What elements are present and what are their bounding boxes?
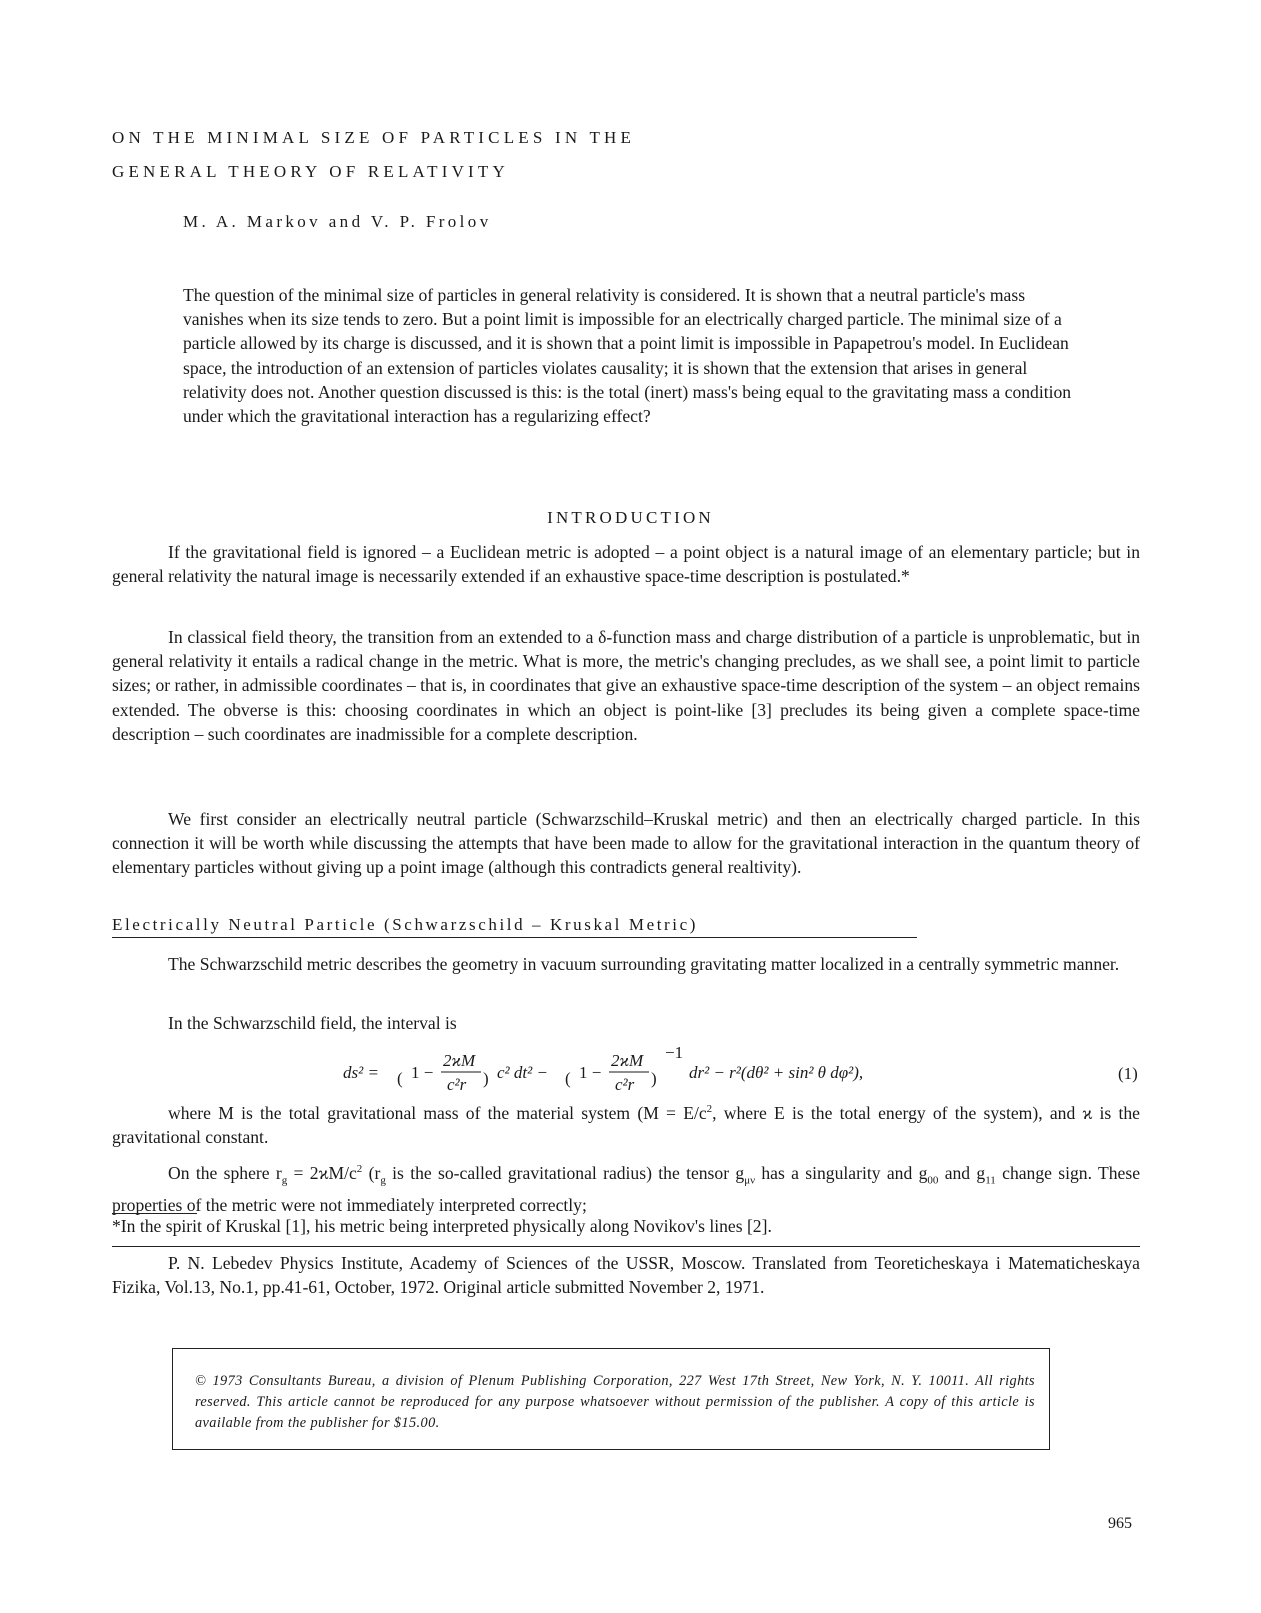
schwarzschild-equation bbox=[343, 1042, 1003, 1102]
abstract: The question of the minimal size of particles in general relativity is considered. It is shown that a neutral particle's mass vanishes when its size tends to zero. But a point limit is impossible for an electrically charged particle. The minimal size of a particle allowed by its charge is discussed, and it is shown that a point limit is impossible in Papapetrou's model. In Euclidean space, the introduction of an extension of particles violates causality; it is shown that the extension that arises in general relativity does not. Another question discussed is this: is the total (inert) mass's being equal to the gravitating mass a condition under which the gravitational interaction has a regularizing effect? bbox=[183, 285, 1072, 427]
intro-paragraph-3 bbox=[112, 807, 1140, 890]
footnote: *In the spirit of Kruskal [1], his metric being interpreted physically along Novikov's lines [2]. bbox=[112, 1216, 772, 1236]
section-paragraph-4-text: On the sphere $r_g = 2ϰM/c^2$ ($r_g$ is the so-called gravitational radius) the tensor $g_{\mu\nu}$ has a singularity and $g_{00}$ and $g_{11}$ change sign. These properties of the metric were not immediately interpreted correctly; bbox=[112, 1162, 1141, 1215]
svg-text:dr² − r²(dθ² + sin² θ dφ²),: dr² − r²(dθ² + sin² θ dφ²), bbox=[689, 1063, 864, 1082]
section-heading: Electrically Neutral Particle (Schwarzschild – Kruskal Metric) bbox=[112, 915, 917, 938]
copyright-text: © 1973 Consultants Bureau, a division of Plenum Publishing Corporation, 227 West 17th Street, New York, N. Y. 10011. All rights reserved. This article cannot be reproduced for any purpose whatsoever without permission of the publisher. A copy of this article is available from the publisher for $15.00. bbox=[195, 1373, 1035, 1431]
text-fragment: change sign. These properties of the metric were not immediately interpreted correctly; bbox=[112, 1162, 1141, 1215]
intro-paragraph-1-text: If the gravitational field is ignored – a Euclidean metric is adopted – a point object is a natural image of an elementary particle; but in general relativity the natural image is necessarily extended if an exhaustive space-time description is postulated.* bbox=[112, 542, 1140, 587]
footnote-rule bbox=[112, 1213, 197, 1214]
text-fragment: On the sphere r bbox=[168, 1162, 282, 1183]
title-line-2: GENERAL THEORY OF RELATIVITY bbox=[112, 162, 509, 181]
intro-paragraph-2-text: In classical field theory, the transition from an extended to a δ-function mass and charge distribution of a particle is unproblematic, but in general relativity it entails a radical change in the metric. What is more, the metric's changing precludes, as we shall see, a point limit to particle sizes; or rather, in admissible coordinates – that is, in coordinates that give an exhaustive space-time description of the system – an object remains extended. The obverse is this: choosing coordinates in which an object is point-like [3] precludes its being given a complete space-time description – such coordinates are inadmissible for a complete description. bbox=[112, 627, 1140, 744]
svg-text:): ) bbox=[651, 1069, 657, 1088]
page-number: 965 bbox=[1108, 1515, 1132, 1532]
section-paragraph-1 bbox=[112, 952, 1140, 986]
svg-text:1 −: 1 − bbox=[579, 1063, 602, 1082]
affiliation-rule bbox=[112, 1246, 1140, 1247]
text-fragment: has a singularity and g bbox=[755, 1162, 928, 1183]
svg-text:c²r: c²r bbox=[447, 1075, 467, 1094]
section-paragraph-2 bbox=[112, 1011, 1140, 1045]
text-fragment: where M is the total gravitational mass of the material system (M = E/c bbox=[168, 1102, 707, 1123]
authors: M. A. Markov and V. P. Frolov bbox=[183, 212, 492, 231]
section-paragraph-2-text: In the Schwarzschild field, the interval is bbox=[168, 1013, 457, 1033]
text-fragment: and g bbox=[938, 1162, 986, 1183]
equation-number: (1) bbox=[1118, 1064, 1138, 1083]
text-fragment: = 2ϰM/c bbox=[287, 1162, 357, 1183]
svg-text:(: ( bbox=[565, 1069, 571, 1088]
intro-paragraph-3-text: We first consider an electrically neutral particle (Schwarzschild–Kruskal metric) and then an electrically charged particle. In this connection it will be worth while discussing the attempts that have been made to allow for the gravitational interaction in the quantum theory of elementary particles without giving up a point image (although this contradicts general realtivity). bbox=[112, 809, 1140, 878]
affiliation bbox=[112, 1252, 1140, 1299]
svg-text:c² dt² −: c² dt² − bbox=[497, 1063, 548, 1082]
intro-paragraph-1 bbox=[112, 540, 1140, 598]
text-fragment: , where E is the total energy of the system), and ϰ is the gravitational constant. bbox=[112, 1102, 1140, 1148]
text-fragment: is the so-called gravitational radius) the tensor g bbox=[385, 1162, 745, 1183]
title-line-1: ON THE MINIMAL SIZE OF PARTICLES IN THE bbox=[112, 128, 636, 147]
svg-text:2ϰM: 2ϰM bbox=[443, 1051, 476, 1070]
svg-text:1 −: 1 − bbox=[411, 1063, 434, 1082]
svg-text:(: ( bbox=[397, 1069, 403, 1088]
text-fragment: (r bbox=[362, 1162, 381, 1183]
intro-paragraph-2 bbox=[112, 625, 1140, 756]
introduction-heading: INTRODUCTION bbox=[547, 508, 714, 527]
section-paragraph-3 bbox=[112, 1097, 1140, 1159]
section-paragraph-1-text: The Schwarzschild metric describes the geometry in vacuum surrounding gravitating matter localized in a centrally symmetric manner. bbox=[168, 954, 1120, 974]
svg-text:): ) bbox=[483, 1069, 489, 1088]
affiliation-text: P. N. Lebedev Physics Institute, Academy of Sciences of the USSR, Moscow. Translated from Teoreticheskaya i Matematicheskaya Fizika, Vol.13, No.1, pp.41-61, October, 1972. Original article submitted November 2, 1971. bbox=[112, 1253, 1140, 1297]
svg-text:ds² =: ds² = bbox=[343, 1063, 379, 1082]
section-paragraph-3-text: where M is the total gravitational mass of the material system ($M = E/c^2$, where E is the total energy of the system), and ϰ is the gravitational constant. bbox=[112, 1102, 1140, 1148]
svg-text:−1: −1 bbox=[665, 1043, 684, 1062]
svg-text:c²r: c²r bbox=[615, 1075, 635, 1094]
copyright-box bbox=[172, 1348, 1050, 1450]
svg-text:2ϰM: 2ϰM bbox=[611, 1051, 644, 1070]
